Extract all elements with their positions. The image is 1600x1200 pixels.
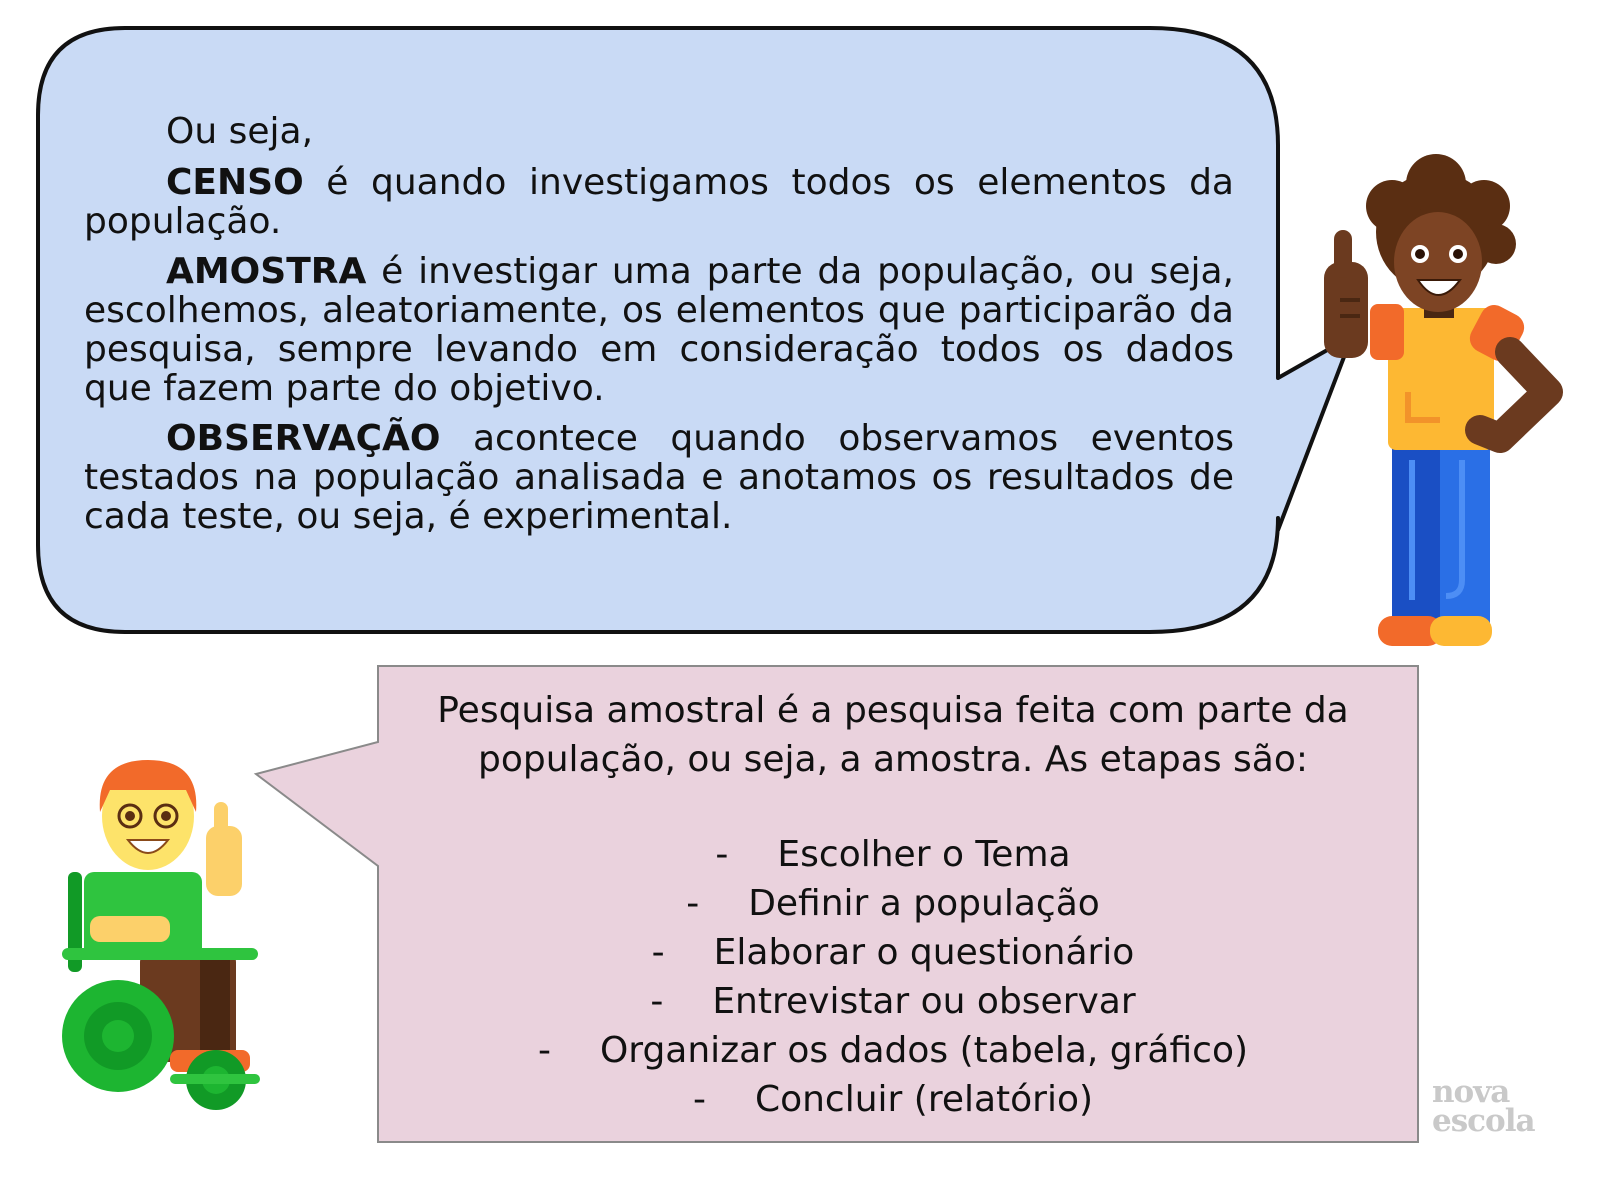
list-item <box>384 879 1402 928</box>
bubble-pink-text <box>384 686 1402 1124</box>
intro-text: Ou seja, <box>166 111 314 152</box>
bullet-dash: - <box>651 932 665 973</box>
step-label: Definir a população <box>748 883 1100 924</box>
bullet-dash: - <box>537 1030 551 1071</box>
censo-term: CENSO <box>166 162 304 203</box>
thumb <box>214 802 228 838</box>
step-label: Concluir (relatório) <box>754 1079 1094 1120</box>
step-label: Elaborar o questionário <box>713 932 1135 973</box>
logo-line-2: escola <box>1432 1103 1535 1139</box>
observacao-paragraph <box>84 419 1234 536</box>
pesquisa-amostral-intro: Pesquisa amostral é a pesquisa feita com parte da população, ou seja, a amostra. As etapas são: <box>437 690 1349 780</box>
bubble-blue-text <box>84 112 1234 547</box>
bullet-dash: - <box>650 981 664 1022</box>
wheelchair-armrest <box>62 948 258 960</box>
bullet-dash: - <box>692 1079 706 1120</box>
amostra-term: AMOSTRA <box>166 251 367 292</box>
steps-list <box>384 830 1402 1124</box>
list-item <box>384 1075 1402 1124</box>
amostra-definition: é investigar uma parte da população, ou seja, escolhemos, aleatoriamente, os elementos que participarão da pesquisa, sempre levando em consideração todos os dados que fazem parte do objetivo. <box>84 251 1234 409</box>
step-label: Organizar os dados (tabela, gráfico) <box>599 1030 1249 1071</box>
bullet-dash: - <box>715 834 729 875</box>
amostra-paragraph <box>84 252 1234 408</box>
logo-line-1: nova <box>1432 1074 1510 1110</box>
bullet-dash: - <box>686 883 700 924</box>
observacao-definition: acontece quando observamos eventos testados na população analisada e anotamos os resultados de cada teste, ou seja, é experimental. <box>84 418 1234 537</box>
step-label: Escolher o Tema <box>777 834 1071 875</box>
list-item <box>384 1026 1402 1075</box>
list-item <box>384 830 1402 879</box>
observacao-term: OBSERVAÇÃO <box>166 418 441 459</box>
shirt <box>84 872 202 958</box>
list-item <box>384 977 1402 1026</box>
nova-escola-logo <box>1432 1074 1552 1139</box>
step-label: Entrevistar ou observar <box>712 981 1136 1022</box>
list-item <box>384 928 1402 977</box>
censo-paragraph <box>84 163 1234 241</box>
censo-definition: é quando investigamos todos os elementos da população. <box>84 162 1234 242</box>
wheelchair-footrest <box>170 1074 260 1084</box>
